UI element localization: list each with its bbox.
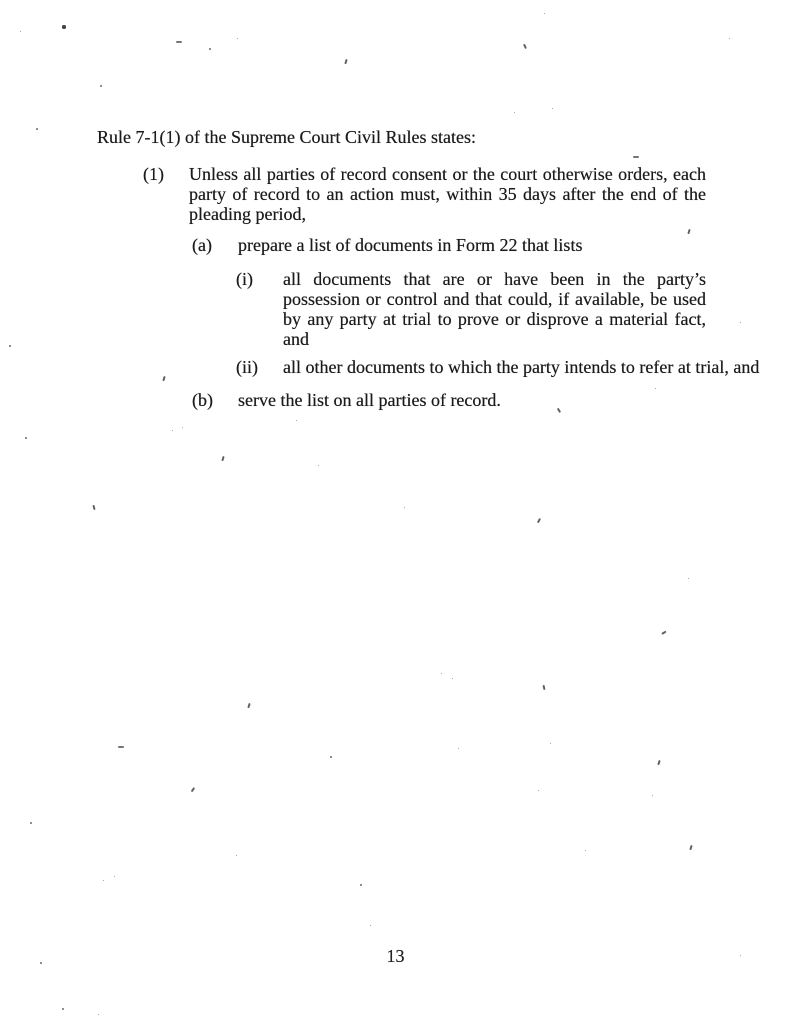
clause-a: [192, 235, 706, 255]
page-number: 13: [386, 946, 405, 966]
scan-speck: [296, 420, 297, 421]
scan-speck: [100, 85, 102, 87]
scan-speck: [209, 48, 211, 50]
scan-speck: [62, 25, 66, 29]
scan-speck: [552, 108, 553, 109]
clause-b: [192, 390, 706, 410]
clause-i-text: all documents that are or have been in the party’s possession or control and that could, if available, be used by any party at trial to prove or disprove a material fact, and: [283, 269, 706, 349]
scan-speck: [103, 880, 104, 881]
scan-speck: [25, 437, 27, 439]
scan-speck: [20, 31, 21, 32]
clause-ii-label: (ii): [236, 357, 258, 377]
clause-a-text: prepare a list of documents in Form 22 that lists: [238, 235, 583, 255]
scan-speck: [729, 38, 730, 39]
scan-speck: [221, 456, 224, 461]
clause-i: [236, 269, 706, 349]
clause-1: [143, 164, 706, 224]
scan-speck: [538, 790, 539, 791]
scan-speck: [118, 746, 124, 748]
clause-1-label: (1): [143, 164, 164, 184]
scan-speck: [633, 156, 639, 158]
scan-speck: [585, 850, 586, 851]
clause-b-text: serve the list on all parties of record.: [238, 390, 501, 410]
scan-speck: [98, 1014, 99, 1015]
scan-speck: [330, 756, 332, 758]
scan-speck: [344, 59, 347, 64]
scan-speck: [740, 322, 741, 323]
scan-speck: [40, 962, 42, 964]
scan-speck: [523, 44, 526, 49]
scan-speck: [537, 518, 541, 523]
scan-speck: [92, 505, 95, 510]
clause-a-label: (a): [192, 235, 212, 255]
clause-ii-text: all other documents to which the party intends to refer at trial, and: [283, 357, 760, 377]
scan-speck: [689, 845, 692, 850]
scan-speck: [550, 743, 551, 744]
scan-speck: [661, 631, 666, 635]
scan-speck: [458, 748, 459, 749]
scan-speck: [740, 955, 741, 956]
scan-speck: [36, 128, 38, 130]
scan-speck: [237, 38, 238, 39]
clause-ii: [236, 357, 760, 377]
scan-speck: [514, 112, 515, 113]
scan-speck: [172, 430, 173, 431]
scan-speck: [30, 822, 32, 824]
scan-speck: [404, 507, 405, 508]
scan-speck: [360, 884, 362, 886]
scan-speck: [318, 465, 319, 466]
scan-speck: [688, 578, 689, 579]
scan-speck: [247, 703, 250, 708]
scan-speck: [176, 41, 182, 43]
document-body: [97, 127, 760, 410]
scan-speck: [657, 760, 660, 765]
scan-speck: [236, 855, 237, 856]
rule-intro: Rule 7-1(1) of the Supreme Court Civil Rules states:: [97, 127, 476, 147]
clause-i-label: (i): [236, 269, 253, 289]
scan-speck: [441, 673, 442, 674]
scan-speck: [191, 787, 195, 792]
clause-1-text: Unless all parties of record consent or the court otherwise orders, each party of record to an action must, within 35 days after the end of the pleading period,: [189, 164, 706, 224]
scan-speck: [114, 876, 115, 877]
scan-speck: [652, 795, 653, 796]
scan-speck: [452, 678, 453, 679]
scan-speck: [655, 388, 656, 389]
scan-speck: [9, 345, 11, 347]
scan-speck: [182, 427, 183, 428]
scan-speck: [370, 925, 371, 926]
scan-speck: [62, 1008, 64, 1010]
clause-b-label: (b): [192, 390, 213, 410]
scan-speck: [542, 685, 545, 690]
scan-speck: [544, 13, 545, 14]
